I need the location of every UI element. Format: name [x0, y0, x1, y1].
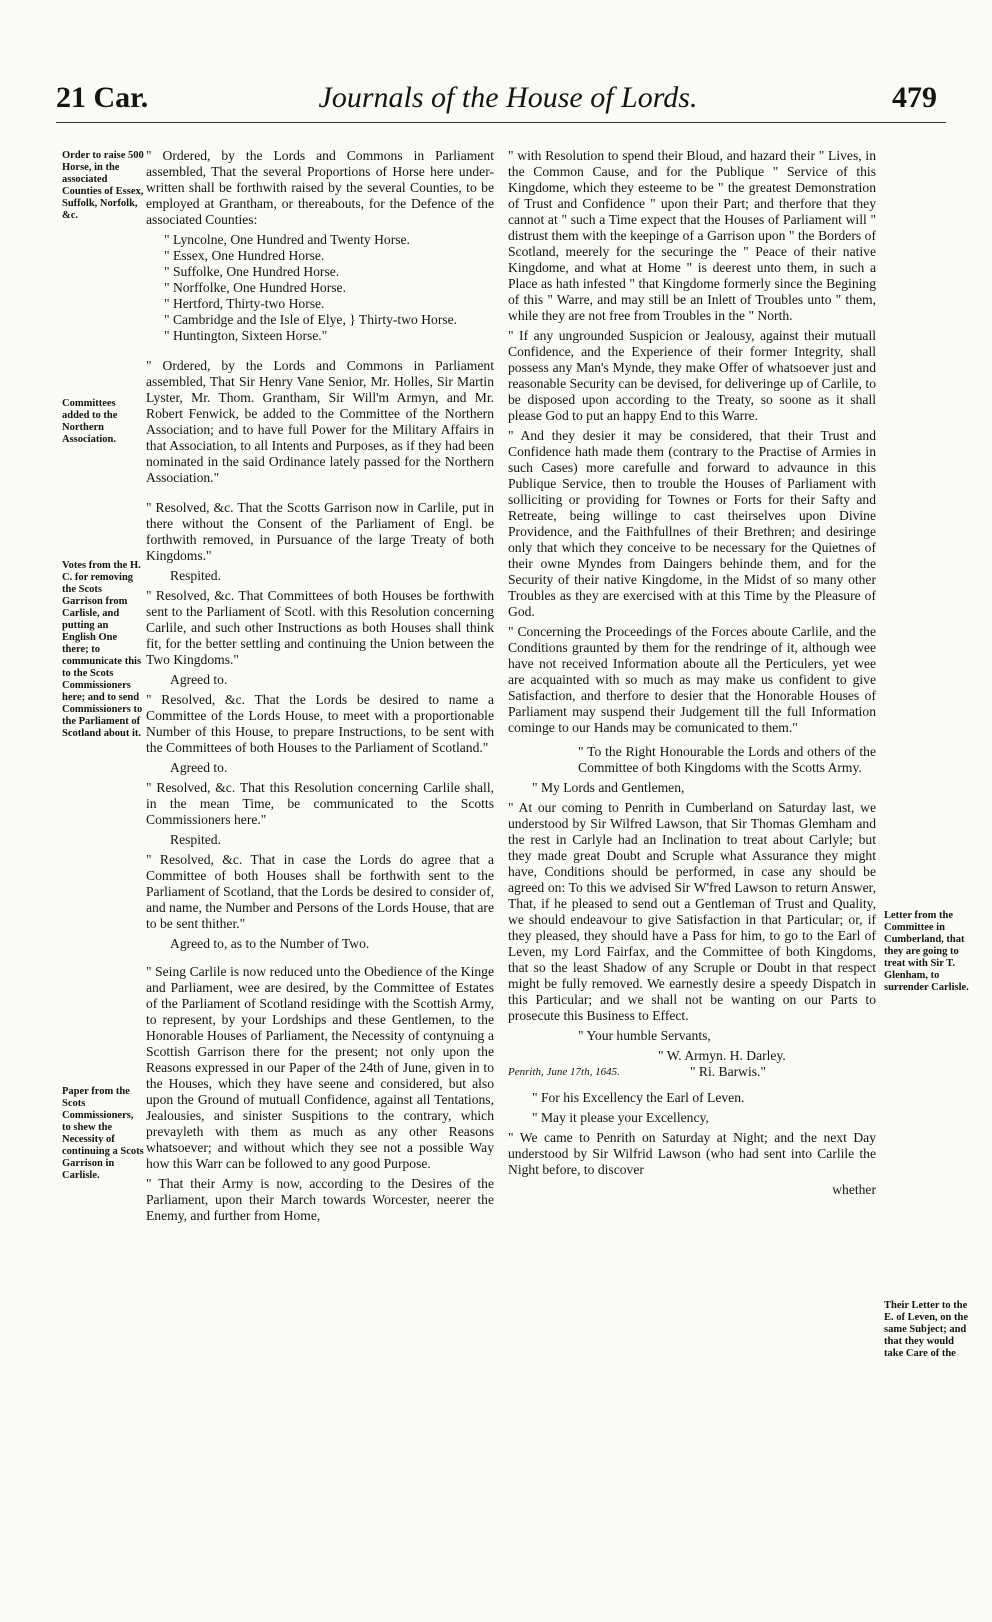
- result-agreed-two: Agreed to, as to the Number of Two.: [170, 936, 370, 951]
- county-item: " Huntington, Sixteen Horse.": [164, 328, 328, 343]
- resolution-committees: " Resolved, &c. That Committees of both Houses be forthwith sent to the Parliament of Scotl. with this Resolution concerning Carlile, and such other Instructions as both Houses shall think fit, for the better settling and continuing the Union between the Two Kingdoms.": [146, 588, 494, 667]
- county-item: " Essex, One Hundred Horse.: [164, 248, 325, 263]
- county-item: " Lyncolne, One Hundred and Twenty Horse.: [164, 232, 410, 247]
- margin-note-paper: Paper from the Scots Commissioners, to shew the Necessity of continuing a Scots Garrison in Carlisle.: [62, 1086, 144, 1181]
- county-item: " Norffolke, One Hundred Horse.: [164, 280, 346, 295]
- county-list: [146, 232, 494, 344]
- scots-paper-continued: " with Resolution to spend their Bloud, and hazard their " Lives, in the Common Cause, and for the Publique " Service of this Kingdome, which they esteeme to be " the greatest Demonstration of Trust and Confidence " upon their Part; and therfore that they cannot at " such a Time expect that the Houses of Parliament will " distrust them with the keepinge of a Garrison upon " the Borders of Scotland, meerely for the securinge the " Peace of their native Kingdome, and what at Home " is deerest unto them, in such a Place as hath infested " that Kingdome formerly since the Begining of this " Warre, and may still be an Inlett of Troubles unto " them, while they are not free from Troubles in the " North.: [508, 148, 876, 323]
- letter-signature: " W. Armyn. H. Darley.: [658, 1048, 786, 1063]
- order-committees: " Ordered, by the Lords and Commons in Parliament assembled, That Sir Henry Vane Senior, Mr. Holles, Sir Martin Lyster, Mr. Thom. Grantham, Sir Will'm Armyn, and Mr. Robert Fenwick, be added to the Committee of the Northern Association; and to have full Power for the Military Affairs in that Association, to all Intents and Purposes, as if they had been nominated in the said Ordinance lately passed for the Northern Association.": [146, 358, 494, 485]
- result-respited: Respited.: [170, 568, 221, 583]
- header-rule: [56, 122, 946, 123]
- header-title: Journals of the House of Lords.: [318, 81, 698, 114]
- letter-body: " At our coming to Penrith in Cumberland on Saturday last, we understood by Sir Wilfred Lawson, that Sir Thomas Glemham and the rest in Carlyle had an Inclination to treat about Carlyle; but they made great Doubt and Scruple what Assurance they might have, Conditions should be performed, in case any should be agreed on: To this we advised Sir W'fred Lawson to return Answer, That, if he pleased to send out a Gentleman of Trust and Quality, we should endeavour to give Satisfaction in that Particular; or, if they pleased, they should have a Pass for him, to go to the Earl of Leven, my Lord Fairfax, and the Committee of both Kingdoms, that so the least Shadow of any Scruple or Doubt in that respect might be fully removed. We earnestly desire a speedy Dispatch in this Particular; and we shall not be wanting on our Parts to prosecute this Business to Effect.: [508, 800, 876, 1023]
- letter-signature-2: " Ri. Barwis.": [689, 1064, 766, 1079]
- scots-paper-trust: " And they desier it may be considered, that their Trust and Confidence hath made them (contrary to the Practise of Armies in such Cases) more carefulle and forward to advaunce in this Publique Service, then to trouble the Houses of Parliament with solliciting or providing for Townes or Forts for their Safty and Retreate, being willinge to cast theirselves upon Divine Providence, and the Faithfullnes of their Brethren; and desiringe only that which they conceive to be necessary for the Quietnes of their owne Myndes from Daingers behinde them, and for the Security of their native Kingdome, in the Midst of so many other Troubles as they are exercised with at this Time by the Pleasure of God.: [508, 428, 876, 619]
- scots-paper-proceedings: " Concerning the Proceedings of the Forces aboute Carlile, and the Conditions graunted by them for the rendringe of it, although wee have not received Information aboute all the Perticulers, yet wee are acquainted with so much as may make us confident to give Satisfaction, and therfore to desier that the Honorable Houses of Parliament may suspend their Judgement till the full Information cominge to our Hands may be comunicated to them.": [508, 624, 876, 735]
- order-horse: " Ordered, by the Lords and Commons in Parliament assembled, That the several Proportions of Horse here under-written shall be forthwith raised by the several Counties, to be employed at Grantham, or thereabouts, for the Defence of the associated Counties:: [146, 148, 494, 227]
- result-agreed: Agreed to.: [170, 672, 228, 687]
- right-column: [508, 148, 876, 1202]
- resolution-garrison: " Resolved, &c. That the Scotts Garrison now in Carlile, put in there without the Consent of the Parliament of Engl. be forthwith removed, in Pursuance of the large Treaty of both Kingdoms.": [146, 500, 494, 563]
- margin-note-letter: Letter from the Committee in Cumberland, that they are going to treat with Sir T. Glenham, to surrender Carlisle.: [884, 910, 969, 993]
- second-letter-address: " For his Excellency the Earl of Leven.: [532, 1090, 745, 1105]
- header-regnal-year: 21 Car.: [56, 81, 149, 114]
- scots-paper-army: " That their Army is now, according to the Desires of the Parliament, upon their March towards Worcester, neerer the Enemy, and further from Home,: [146, 1176, 494, 1223]
- county-item: " Cambridge and the Isle of Elye, } Thirty-two Horse.: [164, 312, 458, 327]
- letter-date-row: [508, 1064, 876, 1080]
- letter-salutation: " My Lords and Gentlemen,: [532, 780, 685, 795]
- letter-address: " To the Right Honourable the Lords and others of the Committee of both Kingdoms with the Scotts Army.: [578, 744, 876, 775]
- margin-note-votes: Votes from the H. C. for removing the Scots Garrison from Carlisle, and putting an English One there; to communicate this to the Scots Commissioners here; and to send Commissioners to the Parliament of Scotland about it.: [62, 560, 143, 739]
- margin-note-horse: Order to raise 500 Horse, in the associated Counties of Essex, Suffolk, Norfolk, &c.: [62, 150, 144, 221]
- result-respited: Respited.: [170, 832, 221, 847]
- county-item: " Suffolke, One Hundred Horse.: [164, 264, 340, 279]
- scots-paper: " Seing Carlile is now reduced unto the Obedience of the Kinge and Parliament, wee are desired, by the Committee of Estates of the Parliament of Scotland residinge with the Scottish Army, to represent, by your Lordships and these Gentlemen, to the Honorable Houses of Parliament, the Necessity of contynuing a Scottish Garrison there for the present; not only upon the Reasons expressed in our Paper of the 24th of June, given in to the Houses, which they have seene and considered, but also upon the Ground of mutuall Confidence, against all Tentations, Jealousies, and sinister Suspitions to the contrary, which prevayleth with them as much as any other Reasons whatsoever; and without which they see not a possible Way how this Warr can be followed to any good Purpose.: [146, 964, 494, 1171]
- left-column: [146, 148, 494, 1228]
- scots-paper-suspicion: " If any ungrounded Suspicion or Jealousy, against their mutuall Confidence, and the Experience of their former Integrity, shall possess any Man's Mynde, they make Offer of whatsoever just and reasonable Security can be devised, for deliveringe up of Carlile, to be disposed upon according to the Treaty, so soone as it shall please God to put an happy End to this Warre.: [508, 328, 876, 423]
- page-number: 479: [892, 81, 937, 114]
- catchword: whether: [832, 1182, 876, 1197]
- resolution-lords-committee: " Resolved, &c. That the Lords be desired to name a Committee of the Lords House, to meet with a proportionable Number of this House, to prepare Instructions, to be sent with the Committees of both Houses to the Parliament of Scotland.": [146, 692, 494, 755]
- margin-note-committees: Committees added to the Northern Association.: [62, 398, 118, 445]
- second-letter-salutation: " May it please your Excellency,: [532, 1110, 709, 1125]
- letter-closing: " Your humble Servants,: [578, 1028, 711, 1043]
- second-letter-body: " We came to Penrith on Saturday at Night; and the next Day understood by Sir Wilfrid Lawson (who had sent into Carlile the Night before, to discover: [508, 1130, 876, 1177]
- margin-note-their-letter: Their Letter to the E. of Leven, on the same Subject; and that they would take Care of the: [884, 1300, 968, 1359]
- resolution-lords-number: " Resolved, &c. That in case the Lords do agree that a Committee of both Houses shall be forthwith sent to the Parliament of Scotland, that the Lords be desired to consider of, and name, the Number and Persons of the Lords House, that are to be sent thither.": [146, 852, 494, 931]
- result-agreed: Agreed to.: [170, 760, 228, 775]
- county-item: " Hertford, Thirty-two Horse.: [164, 296, 325, 311]
- letter-date: Penrith, June 17th, 1645.: [508, 1066, 620, 1078]
- resolution-communicate: " Resolved, &c. That this Resolution concerning Carlile shall, in the mean Time, be communicated to the Scotts Commissioners here.": [146, 780, 494, 827]
